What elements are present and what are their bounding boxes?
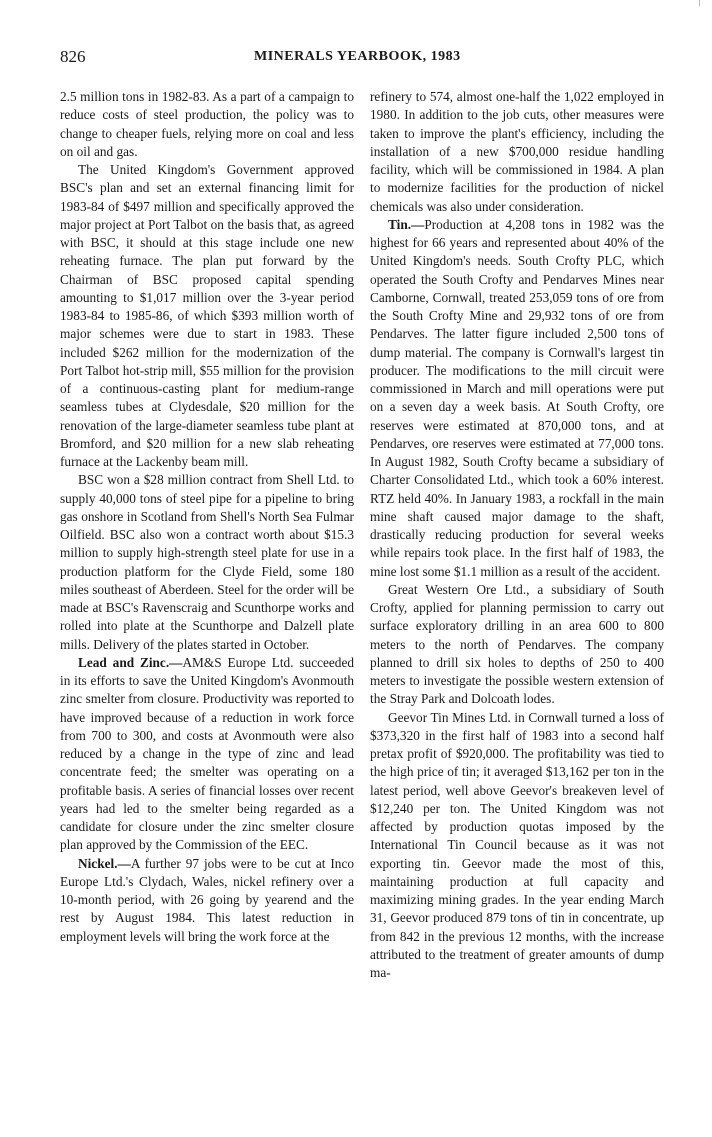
section-paragraph-nickel: [60, 855, 354, 946]
paragraph-text: refinery to 574, almost one-half the 1,022 employed in 1980. In addition to the job cuts, other measures were taken to improve the plant's efficiency, including the installation of a new $700,000 residue handling facility, which will be commissioned in 1984. A plan to modernize facilities for the production of nickel chemicals was also under consideration.: [370, 89, 664, 214]
page-number: 826: [60, 47, 86, 66]
right-column: [370, 88, 664, 982]
page-header: [60, 47, 668, 71]
scan-edge-mark: [699, 0, 700, 6]
paragraph-text: Great Western Ore Ltd., a subsidiary of South Crofty, applied for planning permission to carry out surface exploratory drilling in an area 600 to 800 meters to the north of Pendarves. The company planned to drill six holes to depths of 250 to 400 meters to investigate the possible western extension of the Stray Park and Dolcoath lodes.: [370, 581, 664, 707]
paragraph: [370, 88, 664, 216]
paragraph-text: Geevor Tin Mines Ltd. in Cornwall turned a loss of $373,320 in the first half of 1983 into a second half pretax profit of $920,000. The profitability was tied to the high price of tin; it averaged $13,162 per ton in the latest period, well above Geevor's breakeven level of $12,240 per ton. The United Kingdom was not affected by production quotas imposed by the International Tin Council because as it was not exporting tin. Geevor made the most of this, maintaining production at full capacity and maximizing mining grades. In the year ending March 31, Geevor produced 879 tons of tin in concentrate, up from 842 in the previous 12 months, with the increase attributed to the treatment of greater amounts of dump ma-: [370, 709, 664, 980]
paragraph: [370, 709, 664, 983]
paragraph: [60, 161, 354, 471]
running-head: MINERALS YEARBOOK, 1983: [254, 49, 461, 64]
section-heading-tin: Tin.—: [388, 216, 425, 232]
paragraph-text: AM&S Europe Ltd. succeeded in its efforts to save the United Kingdom's Avonmouth zinc smelter from closure. Productivity was reported to have improved because of a reduction in work force from 700 to 300, and costs at Avonmouth were also reduced by a change in the type of zinc and lead concentrate feed; the smelter was operating on a profitable basis. A series of financial losses over recent years had led to the smelter being regarded as a candidate for closure under the zinc smelter closure plan approved by the Commission of the EEC.: [60, 654, 354, 853]
paragraph: [60, 471, 354, 654]
paragraph-text: Production at 4,208 tons in 1982 was the highest for 66 years and represented about 40% of the United Kingdom's needs. South Crofty PLC, which operated the South Crofty and Pendarves Mines near Camborne, Cornwall, treated 253,059 tons of ore from the South Crofty Mine and 29,932 tons of ore from Pendarves. The latter figure included 2,500 tons of dump material. The company is Cornwall's largest tin producer. The modifications to the mill circuit were commissioned in March and mill operations were put on a seven day a week basis. At South Crofty, ore reserves were estimated at 870,000 tons, and at Pendarves, ore reserves were estimated at 77,000 tons. In August 1982, South Crofty became a subsidiary of Charter Consolidated Ltd., which took a 60% interest. RTZ held 40%. In January 1983, a rockfall in the main mine shaft caused major damage to the shaft, drastically reducing production for several weeks while repairs took place. In the first half of 1983, the mine lost some $1.1 million as a result of the accident.: [370, 216, 664, 579]
paragraph-text: 2.5 million tons in 1982-83. As a part of a campaign to reduce costs of steel production, the policy was to change to cheaper fuels, relying more on coal and less on oil and gas.: [60, 89, 354, 159]
paragraph-text: A further 97 jobs were to be cut at Inco Europe Ltd.'s Clydach, Wales, nickel refinery over a 10-month period, with 26 going by yearend and the rest by August 1984. This latest reduction in employment levels will bring the work force at the: [60, 855, 354, 944]
paragraph-text: The United Kingdom's Government approved BSC's plan and set an external financing limit for 1983-84 of $497 million and specifically approved the major project at Port Talbot on the basis that, as agreed with BSC, it should at this stage include one new reheating furnace. The plan put forward by the Chairman of BSC proposed capital spending amounting to $1,017 million over the 3-year period 1983-84 to 1985-86, of which $393 million worth of major schemes were due to start in 1983. These included $262 million for the modernization of the Port Talbot hot-strip mill, $55 million for the provision of a continuous-casting plant for medium-range seamless tubes at Clydesdale, $20 million for the renovation of the large-diameter seamless tube plant at Bromford, and $20 million for a new slab reheating furnace at the Lackenby beam mill.: [60, 162, 354, 469]
left-column: [60, 88, 354, 946]
section-heading-lead-zinc: Lead and Zinc.—: [78, 654, 183, 670]
paragraph: [60, 88, 354, 161]
section-paragraph-tin: [370, 216, 664, 581]
section-paragraph-lead-zinc: [60, 654, 354, 855]
section-heading-nickel: Nickel.—: [78, 855, 131, 871]
paragraph: [370, 581, 664, 709]
paragraph-text: BSC won a $28 million contract from Shell Ltd. to supply 40,000 tons of steel pipe for a pipeline to bring gas onshore in Scotland from Shell's North Sea Fulmar Oilfield. BSC also won a contract worth about $15.3 million to supply high-strength steel plate for use in a production platform for the Clyde Field, some 180 miles southeast of Aberdeen. Steel for the order will be made at BSC's Ravenscraig and Scunthorpe works and rolled into plate at the Scunthorpe and Dalzell plate mills. Delivery of the plates started in October.: [60, 472, 354, 652]
